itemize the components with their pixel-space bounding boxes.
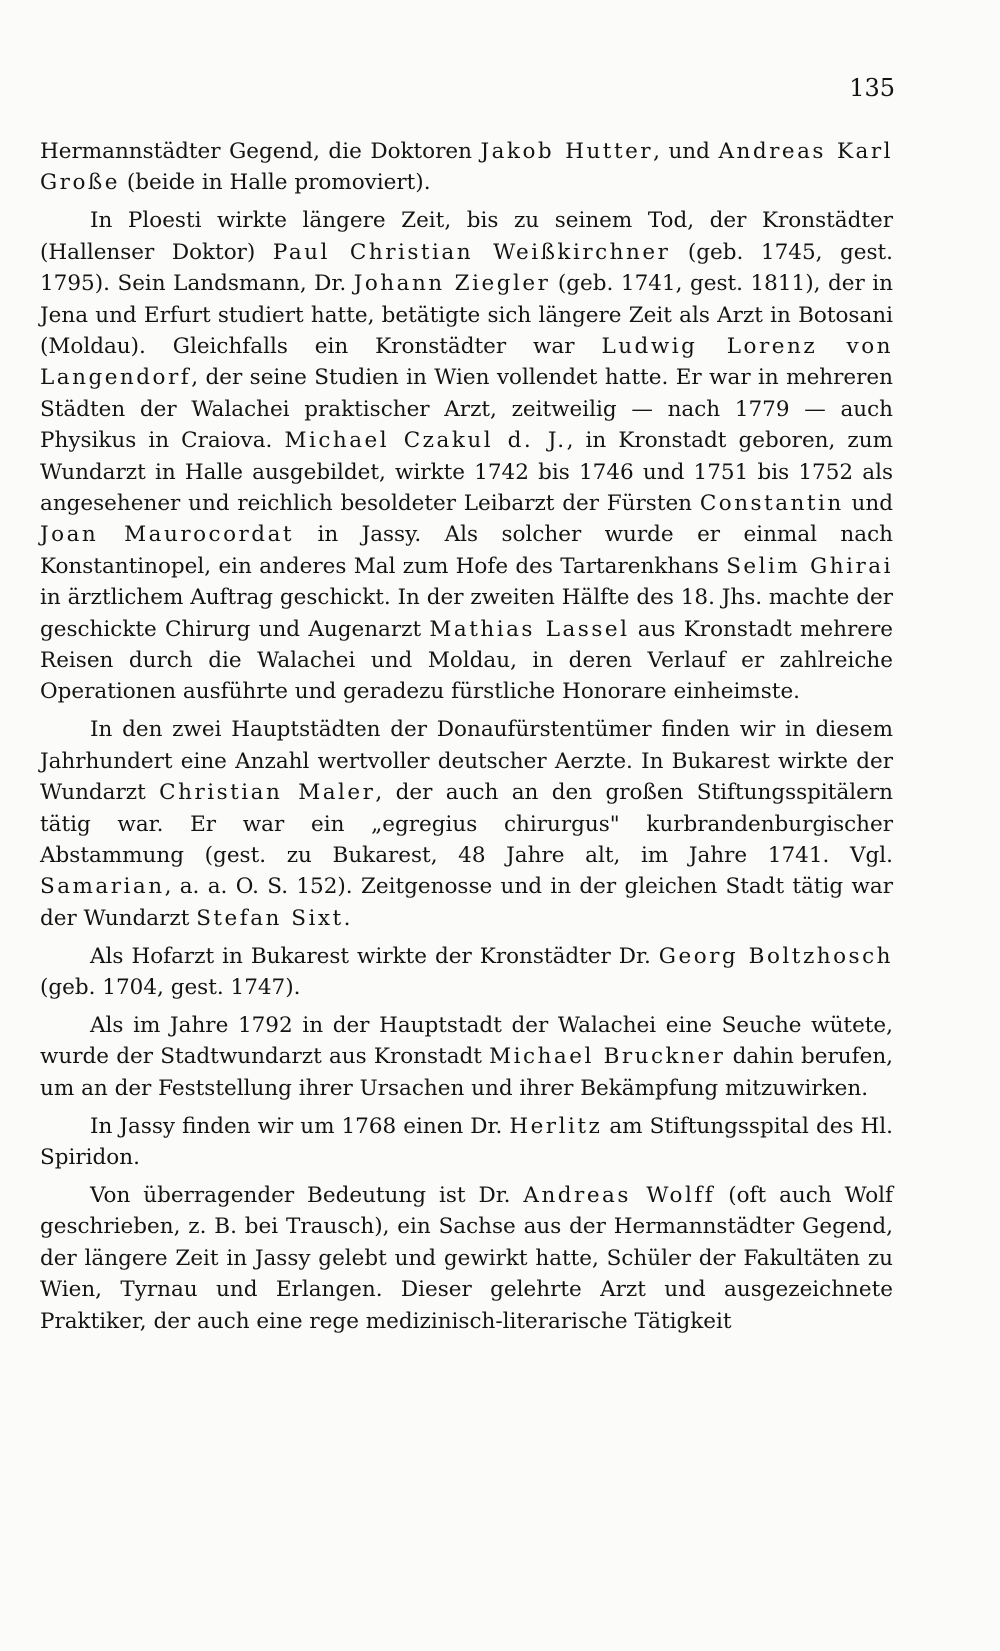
spaced-name: Georg Boltzhosch <box>658 943 893 969</box>
spaced-name: Herlitz <box>509 1113 603 1139</box>
text-run: dahin berufen, um an der Feststellung ihrer Ursachen und ihrer Bekämpfung mitzuwirken. <box>40 1044 893 1101</box>
text-run: Hermannstädter Gegend, die Doktoren <box>40 139 481 164</box>
paragraph <box>40 136 893 199</box>
spaced-name: Mathias Lassel <box>429 616 630 642</box>
text-run: (geb. 1745, gest. 1795). Sein Landsmann, Dr. <box>40 239 893 297</box>
paragraph <box>40 714 893 934</box>
text-run: am Stiftungsspital des Hl. Spiridon. <box>40 1113 893 1171</box>
paragraph <box>40 1010 893 1104</box>
spaced-name: Christian Maler <box>159 780 376 806</box>
paragraph <box>40 1180 893 1337</box>
spaced-name: Johann Ziegler <box>353 271 551 297</box>
spaced-name: Constantin <box>699 490 844 516</box>
spaced-name: Ludwig Lorenz von Langendorf <box>40 333 893 391</box>
page-number: 135 <box>849 74 895 102</box>
text-run: In Ploesti wirkte längere Zeit, bis zu seinem Tod, der Kronstädter (Hallenser Doktor) <box>40 208 893 265</box>
text-run: In den zwei Hauptstädten der Donaufürstentümer finden wir in diesem Jahrhundert eine Anzahl wertvoller deutscher Aerzte. In Bukarest wirkte der Wundarzt <box>40 717 893 806</box>
text-run: Von überragender Bedeutung ist Dr. <box>90 1183 524 1208</box>
spaced-name: Paul Christian Weißkirchner <box>272 239 671 265</box>
text-run: in ärztlichem Auftrag geschickt. In der zweiten Hälfte des 18. Jhs. machte der geschickte Chirurg und Augenarzt <box>40 585 893 642</box>
text-run: , der seine Studien in Wien vollendet hatte. Er war in mehreren Städten der Walachei praktischer Arzt, zeitweilig — nach 1779 — auch Physikus in Craiova. <box>40 365 893 454</box>
text-run: In Jassy finden wir um 1768 einen Dr. <box>90 1113 510 1139</box>
text-run: , und <box>653 139 719 164</box>
text-run: und <box>843 490 893 516</box>
spaced-name: Jakob Hutter <box>480 139 654 164</box>
text-run: (beide in Halle promoviert). <box>119 170 431 196</box>
spaced-name: Stefan Sixt <box>196 905 344 931</box>
spaced-name: Samarian <box>40 874 165 900</box>
spaced-name: Andreas Wolff <box>523 1183 716 1208</box>
text-run: aus Kronstadt mehrere Reisen durch die Walachei und Moldau, in deren Verlauf er zahlreiche Operationen ausführte und geradezu fürstliche Honorare einheimste. <box>40 616 893 705</box>
spaced-name: Joan Maurocordat <box>40 522 295 548</box>
spaced-name: Andreas Karl Große <box>40 139 894 196</box>
paragraph <box>40 205 893 708</box>
text-run: (oft auch Wolf geschrieben, z. B. bei Trausch), ein Sachse aus der Hermannstädter Gegend, der längere Zeit in Jassy gelebt und gewirkt hatte, Schüler der Fakultäten zu Wien, Tyrnau und Erlangen. Dieser gelehrte Arzt und ausgezeichnete Praktiker, der auch eine rege medizinisch-literarische Tätigkeit <box>40 1183 894 1334</box>
text-run: . <box>343 905 351 931</box>
text-run: Als im Jahre 1792 in der Hauptstadt der Walachei eine Seuche wütete, wurde der Stadtwundarzt aus Kronstadt <box>40 1012 893 1070</box>
spaced-name: Selim Ghirai <box>726 553 893 579</box>
text-run: , in Kronstadt geboren, zum Wundarzt in Halle ausgebildet, wirkte 1742 bis 1746 und 1751 bis 1752 als angesehener und reichlich besoldeter Leibarzt der Fürsten <box>40 428 893 516</box>
paragraph <box>40 1111 893 1174</box>
text-run: (geb. 1741, gest. 1811), der in Jena und Erfurt studiert hatte, betätigte sich längere Zeit als Arzt in Botosani (Moldau). Gleichfalls ein Kronstädter war <box>40 271 893 359</box>
text-run: (geb. 1704, gest. 1747). <box>40 975 301 1001</box>
text-run: , a. a. O. S. 152). Zeitgenosse und in der gleichen Stadt tätig war der Wundarzt <box>40 874 893 931</box>
spaced-name: Michael Bruckner <box>489 1044 726 1070</box>
paragraph <box>40 941 893 1004</box>
spaced-name: Michael Czakul d. J. <box>284 428 567 454</box>
text-run: , der auch an den großen Stiftungsspitälern tätig war. Er war ein „egregius chirurgus" kurbrandenburgischer Abstammung (gest. zu Bukarest, 48 Jahre alt, im Jahre 1741. Vgl. <box>40 780 893 868</box>
text-run: Als Hofarzt in Bukarest wirkte der Kronstädter Dr. <box>90 943 659 969</box>
text-run: in Jassy. Als solcher wurde er einmal nach Konstantinopel, ein anderes Mal zum Hofe des Tartarenkhans <box>40 522 893 579</box>
body-text <box>40 136 893 1344</box>
